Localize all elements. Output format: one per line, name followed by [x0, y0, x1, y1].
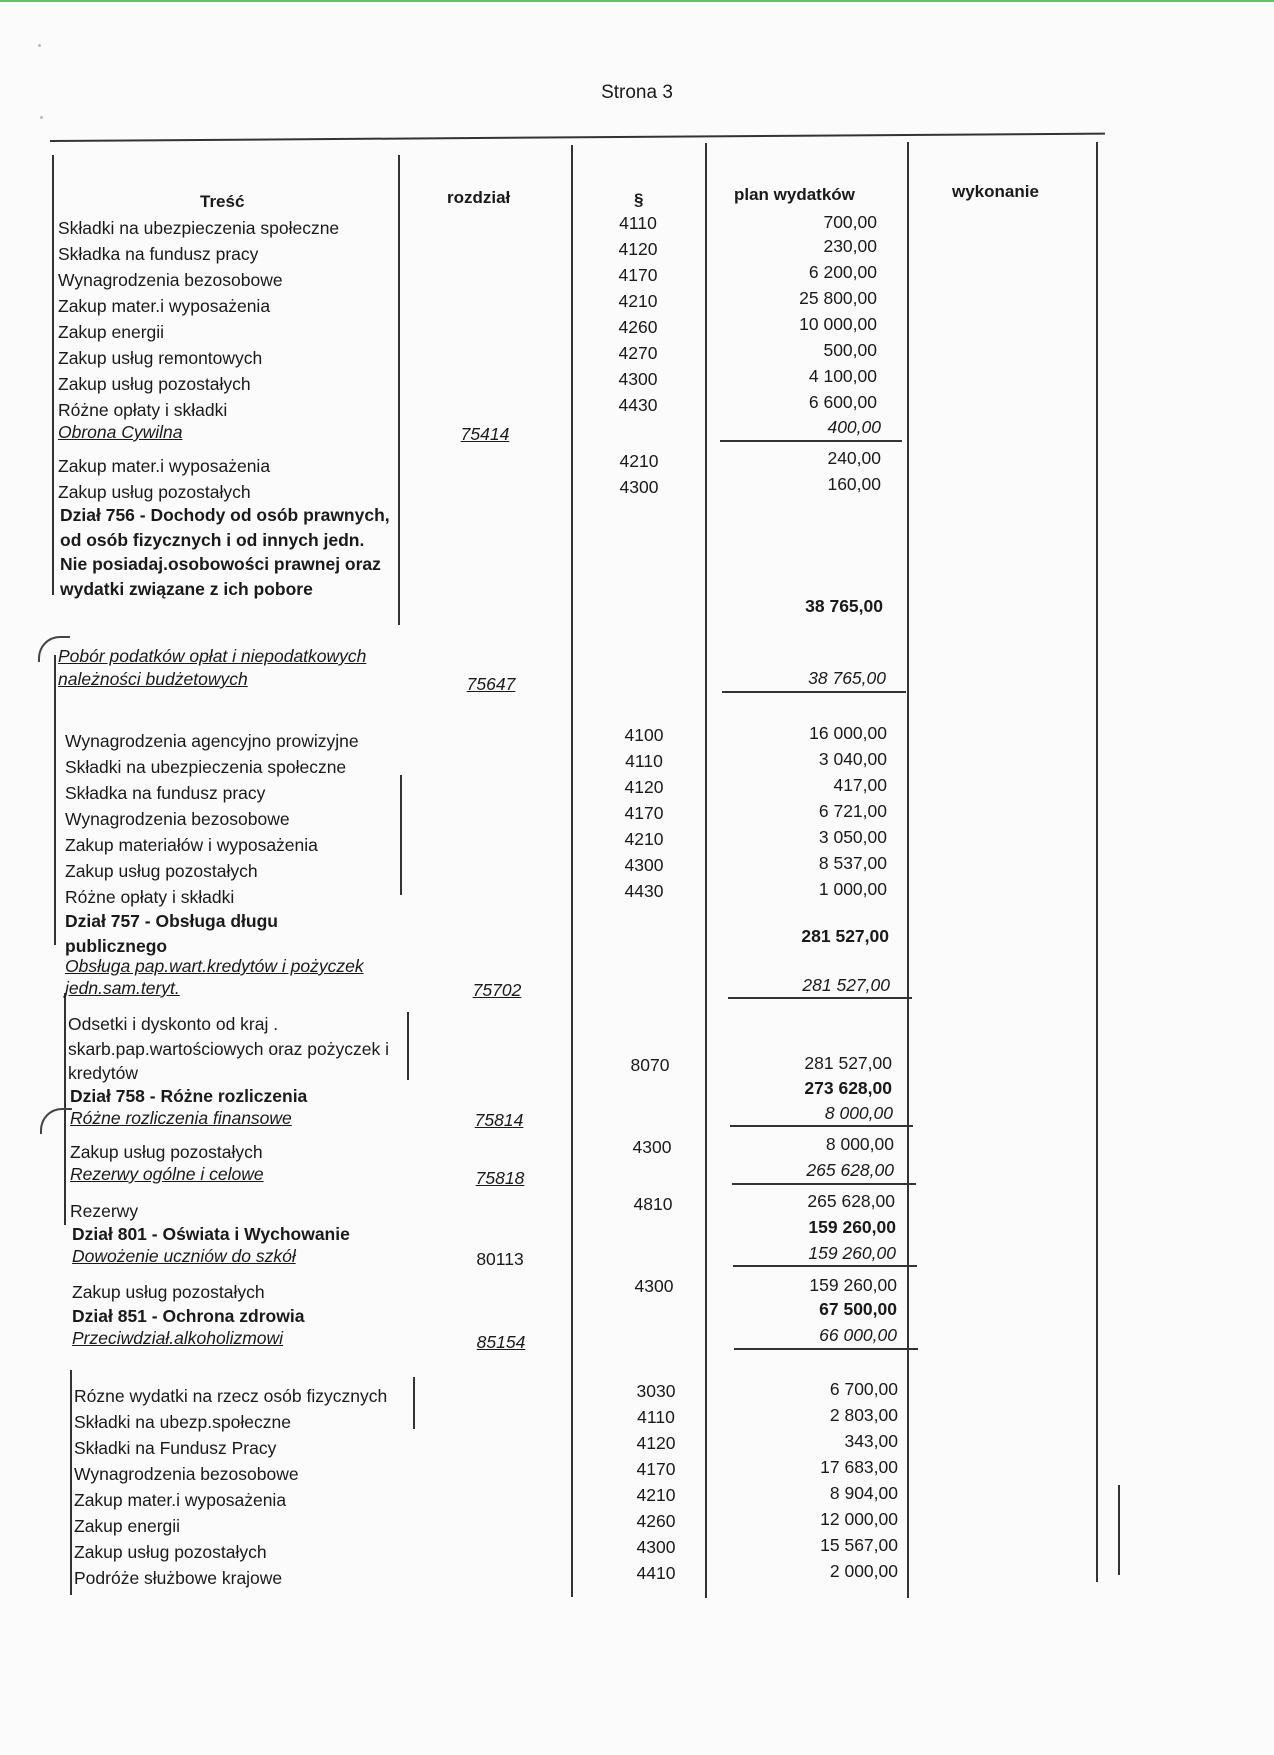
row-paragraf: 4430 — [618, 395, 658, 415]
row-paragraf: 4120 — [624, 777, 664, 797]
row-rozdzial: 75818 — [475, 1168, 525, 1188]
col-border-right — [1096, 142, 1098, 1582]
row-plan: 159 260,00 — [809, 1275, 897, 1295]
section-label: Różne rozliczenia finansowe — [70, 1108, 292, 1128]
row-label: Zakup usług remontowych — [58, 348, 263, 368]
row-label: Zakup usług pozostałych — [65, 861, 258, 881]
division-heading: Dział 757 - Obsługa długu publicznego — [65, 911, 278, 956]
row-plan: 15 567,00 — [820, 1535, 898, 1555]
row-label: Zakup usług pozostałych — [58, 482, 251, 502]
division-heading: Dział 801 - Oświata i Wychowanie — [72, 1224, 350, 1244]
row-paragraf: 4270 — [618, 343, 658, 363]
row-plan: 6 200,00 — [808, 262, 877, 282]
row-label: Składka na fundusz pracy — [65, 783, 266, 803]
row-plan: 265 628,00 — [807, 1191, 895, 1211]
row-plan: 230,00 — [823, 236, 877, 256]
row-paragraf: 3030 — [636, 1381, 676, 1401]
row-label: Wynagrodzenia bezosobowe — [65, 809, 290, 829]
scan-speck — [38, 44, 41, 47]
row-label: Rózne wydatki na rzecz osób fizycznych — [74, 1386, 388, 1406]
row-plan: 417,00 — [833, 775, 887, 795]
sum-underline — [728, 997, 912, 999]
row-paragraf: 4300 — [632, 1137, 672, 1157]
row-plan: 2 803,00 — [829, 1405, 898, 1425]
col-border-left — [70, 1370, 72, 1595]
col-border-left — [54, 655, 56, 945]
row-paragraf: 4260 — [618, 317, 658, 337]
row-plan: 3 040,00 — [818, 749, 887, 769]
row-label: Zakup usług pozostałych — [58, 374, 251, 394]
row-paragraf: 4120 — [636, 1433, 676, 1453]
row-label: Rezerwy — [70, 1201, 139, 1221]
row-paragraf: 4110 — [625, 751, 663, 771]
row-plan: 1 000,00 — [818, 879, 887, 899]
row-plan: 38 765,00 — [808, 668, 886, 688]
row-plan: 17 683,00 — [820, 1457, 898, 1477]
col-border-1 — [400, 775, 402, 895]
col-border-4 — [907, 142, 909, 1598]
sum-underline — [733, 1265, 917, 1267]
table-top-border — [50, 133, 1105, 142]
row-paragraf: 4170 — [624, 803, 664, 823]
sum-underline — [732, 1183, 916, 1185]
row-label: Zakup materiałów i wyposażenia — [65, 835, 318, 855]
col-border-1 — [413, 1377, 415, 1429]
header-paragraf: § — [634, 190, 644, 209]
row-paragraf: 4300 — [636, 1537, 676, 1557]
row-paragraf: 4210 — [636, 1485, 676, 1505]
row-label: Zakup usług pozostałych — [72, 1282, 265, 1302]
col-border-1 — [398, 155, 400, 625]
row-paragraf: 4300 — [619, 477, 659, 497]
row-plan: 66 000,00 — [819, 1325, 897, 1345]
row-plan: 25 800,00 — [799, 288, 877, 308]
row-plan: 159 260,00 — [808, 1243, 896, 1263]
sum-underline — [722, 691, 906, 693]
sum-underline — [730, 1125, 913, 1127]
row-plan: 67 500,00 — [819, 1299, 897, 1319]
row-label: Wynagrodzenia bezosobowe — [74, 1464, 299, 1484]
row-label: Zakup usług pozostałych — [70, 1142, 263, 1162]
row-label: Składki na ubezpieczenia społeczne — [65, 757, 347, 777]
row-label: Podróże służbowe krajowe — [74, 1568, 283, 1588]
row-plan: 2 000,00 — [829, 1561, 898, 1581]
row-plan: 6 700,00 — [829, 1379, 898, 1399]
row-label: Składki na Fundusz Pracy — [74, 1438, 277, 1458]
row-plan: 160,00 — [827, 474, 881, 494]
scan-speck — [40, 116, 43, 119]
row-plan: 240,00 — [827, 448, 881, 468]
row-paragraf: 4110 — [637, 1407, 675, 1427]
section-label: Obsługa pap.wart.kredytów i pożyczek jedn.sam.teryt. — [65, 956, 364, 998]
row-label: Składki na ubezp.społeczne — [74, 1412, 291, 1432]
header-tresc: Treść — [200, 192, 245, 211]
row-rozdzial: 85154 — [476, 1332, 526, 1352]
row-paragraf: 8070 — [630, 1055, 670, 1075]
row-plan: 6 600,00 — [808, 392, 877, 412]
row-paragraf: 4410 — [636, 1563, 676, 1583]
row-plan: 700,00 — [823, 212, 877, 232]
row-paragraf: 4170 — [618, 265, 658, 285]
page-number: Strona 3 — [601, 82, 673, 103]
row-label: Zakup energii — [74, 1516, 181, 1536]
row-paragraf: 4210 — [619, 451, 659, 471]
row-label: Składki na ubezpieczenia społeczne — [58, 218, 340, 238]
scan-top-edge — [0, 0, 1274, 2]
row-plan: 12 000,00 — [820, 1509, 898, 1529]
section-label: Przeciwdział.alkoholizmowi — [72, 1328, 284, 1348]
row-plan: 10 000,00 — [799, 314, 877, 334]
sum-underline — [734, 1348, 918, 1350]
row-plan: 273 628,00 — [804, 1078, 892, 1098]
row-paragraf: 4120 — [618, 239, 658, 259]
row-paragraf: 4300 — [618, 369, 658, 389]
row-plan: 8 537,00 — [818, 853, 887, 873]
row-label: Wynagrodzenia bezosobowe — [58, 270, 283, 290]
row-label: Wynagrodzenia agencyjno prowizyjne — [65, 731, 359, 751]
row-plan: 281 527,00 — [804, 1053, 892, 1073]
row-plan: 281 527,00 — [801, 926, 889, 946]
row-plan: 281 527,00 — [802, 975, 890, 995]
section-label: Pobór podatków opłat i niepodatkowych należności budżetowych — [58, 646, 367, 689]
col-border-right — [1118, 1485, 1120, 1575]
row-paragraf: 4110 — [619, 213, 657, 233]
row-label: Składka na fundusz pracy — [58, 244, 259, 264]
row-paragraf: 4430 — [624, 881, 664, 901]
row-paragraf: 4300 — [624, 855, 664, 875]
row-plan: 343,00 — [844, 1431, 898, 1451]
row-plan: 8 000,00 — [824, 1103, 893, 1123]
row-paragraf: 4210 — [618, 291, 658, 311]
section-label: Dowożenie uczniów do szkół — [72, 1246, 296, 1266]
col-border-3 — [705, 143, 707, 1598]
row-rozdzial: 80113 — [476, 1249, 524, 1269]
division-heading: Dział 756 - Dochody od osób prawnych, od osób fizycznych i od innych jedn. Nie posiadaj.osobowości prawnej oraz wydatki związane z ich pobore — [60, 505, 390, 599]
row-plan: 8 000,00 — [825, 1134, 894, 1154]
row-paragraf: 4300 — [634, 1276, 674, 1296]
row-rozdzial: 75414 — [460, 424, 510, 444]
row-plan: 38 765,00 — [805, 596, 883, 616]
row-plan: 16 000,00 — [809, 723, 887, 743]
row-paragraf: 4170 — [636, 1459, 676, 1479]
division-heading: Dział 851 - Ochrona zdrowia — [72, 1306, 305, 1326]
row-plan: 3 050,00 — [818, 827, 887, 847]
header-rozdzial: rozdział — [447, 188, 511, 207]
row-label: Zakup mater.i wyposażenia — [58, 456, 271, 476]
row-rozdzial: 75647 — [466, 674, 516, 694]
row-rozdzial: 75702 — [472, 980, 522, 1000]
row-plan: 6 721,00 — [818, 801, 887, 821]
header-wykonanie: wykonanie — [952, 182, 1039, 201]
row-plan: 500,00 — [823, 340, 877, 360]
row-label: Różne opłaty i składki — [58, 400, 228, 420]
col-border-left — [52, 155, 54, 595]
punch-hole-mark — [40, 1108, 72, 1134]
sum-underline — [720, 440, 902, 442]
division-heading: Dział 758 - Różne rozliczenia — [70, 1086, 308, 1106]
header-plan: plan wydatków — [734, 185, 855, 204]
row-paragraf: 4810 — [633, 1194, 673, 1214]
row-paragraf: 4100 — [624, 725, 664, 745]
col-border-2 — [571, 145, 573, 1597]
row-plan: 265 628,00 — [806, 1160, 894, 1180]
row-label: Zakup mater.i wyposażenia — [74, 1490, 287, 1510]
row-label: Zakup usług pozostałych — [74, 1542, 267, 1562]
row-rozdzial: 75814 — [474, 1110, 524, 1130]
row-label: Zakup energii — [58, 322, 165, 342]
row-plan: 8 904,00 — [829, 1483, 898, 1503]
row-label: Odsetki i dyskonto od kraj . skarb.pap.wartościowych oraz pożyczek i kredytów — [68, 1014, 389, 1083]
row-plan: 4 100,00 — [808, 366, 877, 386]
section-label: Rezerwy ogólne i celowe — [70, 1164, 264, 1184]
section-label: Obrona Cywilna — [58, 422, 183, 442]
row-plan: 159 260,00 — [808, 1217, 896, 1237]
row-label: Różne opłaty i składki — [65, 887, 235, 907]
row-plan: 400,00 — [827, 417, 881, 437]
row-paragraf: 4210 — [624, 829, 664, 849]
row-label: Zakup mater.i wyposażenia — [58, 296, 271, 316]
row-paragraf: 4260 — [636, 1511, 676, 1531]
